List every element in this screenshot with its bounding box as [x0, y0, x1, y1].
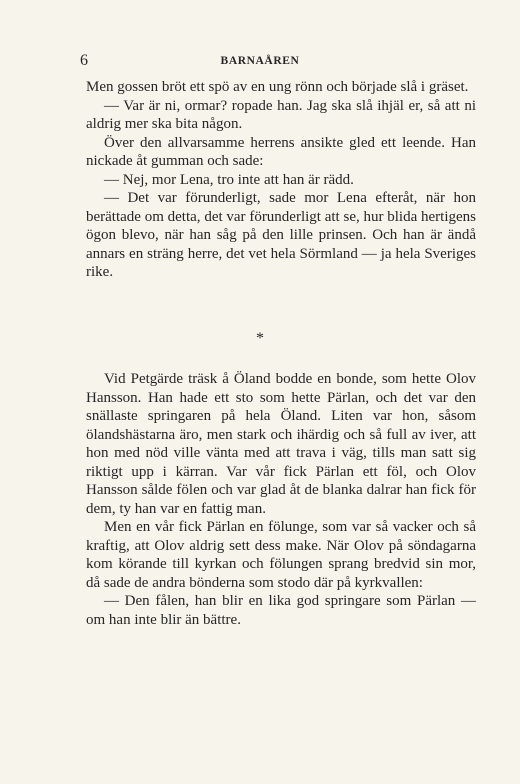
- paragraph: — Det var förunderligt, sade mor Lena efteråt, när hon berättade om detta, det var förunderligt att se, hur blida hertigens ögon blevo, när han såg på den lille prinsen. Och han är ändå annars en sträng herre, det vet hela Sörmland — ja hela Sveriges rike.: [86, 190, 476, 280]
- paragraph: Vid Petgärde träsk å Öland bodde en bonde, som hette Olov Hansson. Han hade ett sto som hette Pärlan, och det var den snällaste springaren på hela Öland. Liten var hon, såsom ölandshästarna äro, men stark och ihärdig och så full av iver, att hon med nöd ville vänta med att trava i väg, tills man satt sig riktigt upp i kärran. Var vår fick Pärlan ett föl, och Olov Hansson sålde fölen och var glad åt de blanka dalrar han fick för dem, ty han var en fattig man.: [86, 371, 476, 517]
- text-block-1: [86, 78, 476, 282]
- paragraph: — Var är ni, ormar? ropade han. Jag ska slå ihjäl er, så att ni aldrig mer ska bita någon.: [86, 97, 476, 132]
- text-block-2: [86, 370, 476, 629]
- paragraph: — Nej, mor Lena, tro inte att han är rädd.: [104, 171, 354, 188]
- paragraph: Men en vår fick Pärlan en fölunge, som var så vacker och så kraftig, att Olov aldrig sett dess make. När Olov på söndagarna kom körande till kyrkan och fölungen sprang bredvid sin mor, då sade de andra bönderna som stodo där på kyrkvallen:: [86, 519, 476, 591]
- running-head: BARNAÅREN: [220, 55, 300, 67]
- paragraph: — Den fålen, han blir en lika god springare som Pärlan — om han inte blir än bättre.: [86, 593, 476, 628]
- page-number: 6: [80, 52, 88, 69]
- paragraph: Över den allvarsamme herrens ansikte gled ett leende. Han nickade åt gumman och sade:: [86, 134, 476, 169]
- section-separator: *: [256, 330, 264, 347]
- paragraph: Men gossen bröt ett spö av en ung rönn och började slå i gräset.: [86, 79, 469, 95]
